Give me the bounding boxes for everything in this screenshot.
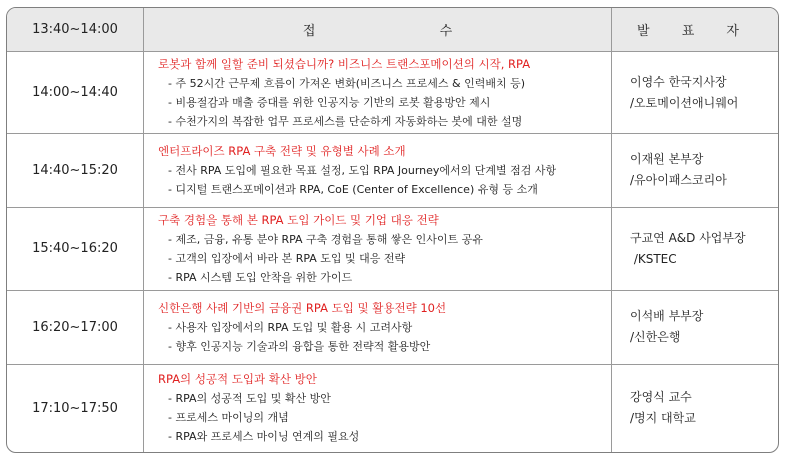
session-bullet: - 사용자 입장에서의 RPA 도입 및 활용 시 고려사항 [168,320,413,334]
header-time: 13:40~14:00 [7,8,144,52]
speaker-name: 이석배 부부장 [630,309,704,324]
session-time: 14:00~14:40 [7,52,144,134]
schedule-table-wrapper [6,7,779,453]
speaker-org: /KSTEC [630,251,677,266]
session-content [144,291,612,365]
session-speaker [612,208,778,291]
session-bullet: - 수천가지의 복잡한 업무 프로세스를 단순하게 자동화하는 봇에 대한 설명 [168,114,523,128]
speaker-name: 이영수 한국지사장 [630,74,727,89]
session-row [7,134,778,208]
session-topic: 신한은행 사례 기반의 금융권 RPA 도입 및 활용전략 10선 [158,300,447,315]
speaker-org: /오토메이션애니웨어 [630,95,739,110]
speaker-org: /유아이패스코리아 [630,173,727,188]
session-topic: 엔터프라이즈 RPA 구축 전략 및 유형별 사례 소개 [158,143,406,158]
session-time: 15:40~16:20 [7,208,144,291]
header-content [144,8,612,52]
session-bullet: - RPA의 성공적 도입 및 확산 방안 [168,392,331,406]
session-speaker [612,291,778,365]
session-bullet: - 주 52시간 근무제 흐름이 가져온 변화(비즈니스 프로세스 & 인력배치 등) [168,76,525,90]
session-bullet: - 전사 RPA 도입에 필요한 목표 설정, 도입 RPA Journey에서의 단계별 점검 사항 [168,163,557,177]
session-bullet: - 비용절감과 매출 증대를 위한 인공지능 기반의 로봇 활용방안 제시 [168,95,491,109]
session-content [144,208,612,291]
session-bullet: - RPA와 프로세스 마이닝 연계의 필요성 [168,430,360,444]
session-bullet: - 제조, 금융, 유통 분야 RPA 구축 경험을 통해 쌓은 인사이트 공유 [168,232,483,246]
header-speaker [612,8,778,52]
session-speaker [612,134,778,208]
session-row [7,52,778,134]
speaker-org: /신한은행 [630,330,681,345]
session-bullet: - RPA 시스템 도입 안착을 위한 가이드 [168,270,353,284]
session-bullet: - 디지털 트랜스포메이션과 RPA, CoE (Center of Excellence) 유형 등 소개 [168,182,538,196]
schedule-table [6,7,779,453]
session-topic: 구축 경험을 통해 본 RPA 도입 가이드 및 기업 대응 전략 [158,212,439,227]
session-time: 17:10~17:50 [7,365,144,452]
session-row [7,208,778,291]
header-content-label: 접 수 [302,24,513,39]
session-row [7,365,778,452]
session-time: 14:40~15:20 [7,134,144,208]
speaker-name: 구교연 A&D 사업부장 [630,230,746,245]
header-row [7,8,778,52]
header-speaker-label: 발 표 자 [637,24,753,39]
session-time: 16:20~17:00 [7,291,144,365]
session-topic: RPA의 성공적 도입과 확산 방안 [158,372,317,387]
session-content [144,52,612,134]
speaker-org: /명지 대학교 [630,411,696,426]
speaker-name: 이재원 본부장 [630,152,704,167]
session-speaker [612,365,778,452]
speaker-name: 강영식 교수 [630,390,692,405]
session-topic: 로봇과 함께 일할 준비 되셨습니까? 비즈니스 트랜스포메이션의 시작, RPA [158,56,531,71]
session-bullet: - 고객의 입장에서 바라 본 RPA 도입 및 대응 전략 [168,251,406,265]
session-bullet: - 향후 인공지능 기술과의 융합을 통한 전략적 활용방안 [168,339,431,353]
session-bullet: - 프로세스 마이닝의 개념 [168,411,289,425]
session-speaker [612,52,778,134]
session-content [144,134,612,208]
session-row [7,291,778,365]
session-content [144,365,612,452]
